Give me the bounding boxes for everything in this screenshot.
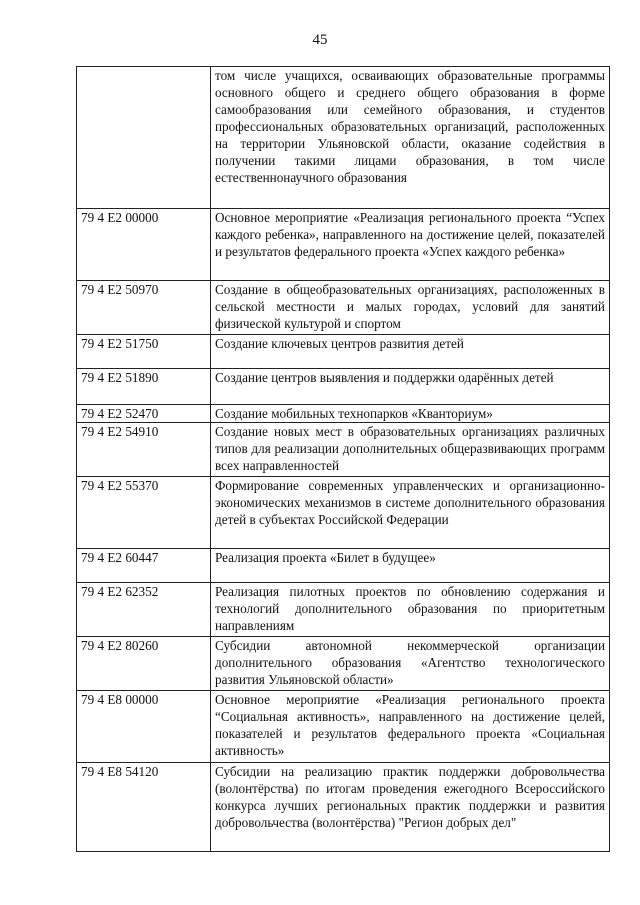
description-cell: Создание центров выявления и поддержки одарённых детей <box>211 369 610 405</box>
code-cell: 79 4 E2 51890 <box>77 369 211 405</box>
description-cell: Создание мобильных технопарков «Кванториум» <box>211 405 610 423</box>
code-cell: 79 4 E8 54120 <box>77 763 211 852</box>
description-cell: Реализация проекта «Билет в будущее» <box>211 549 610 583</box>
description-cell: Создание новых мест в образовательных организациях различных типов для реализации дополнительных общеразвивающих программ всех направленностей <box>211 423 610 477</box>
code-cell: 79 4 E2 80260 <box>77 637 211 691</box>
code-cell: 79 4 E2 00000 <box>77 209 211 281</box>
description-cell: Создание ключевых центров развития детей <box>211 335 610 369</box>
code-cell: 79 4 E2 60447 <box>77 549 211 583</box>
table-row <box>77 583 610 637</box>
code-cell: 79 4 E2 54910 <box>77 423 211 477</box>
description-cell: Создание в общеобразовательных организациях, расположенных в сельской местности и малых городах, условий для занятий физической культурой и спортом <box>211 281 610 335</box>
code-cell: 79 4 E2 51750 <box>77 335 211 369</box>
code-cell <box>77 67 211 209</box>
budget-classification-table <box>76 66 610 852</box>
description-cell: Субсидии автономной некоммерческой организации дополнительного образования «Агентство технологического развития Ульяновской области» <box>211 637 610 691</box>
table-row <box>77 691 610 763</box>
code-cell: 79 4 E8 00000 <box>77 691 211 763</box>
table-row <box>77 281 610 335</box>
description-cell: Субсидии на реализацию практик поддержки добровольчества (волонтёрства) по итогам проведения ежегодного Всероссийского конкурса лучших региональных практик поддержки и развития добровольчества (волонтёрства) "Регион добрых дел" <box>211 763 610 852</box>
code-cell: 79 4 E2 55370 <box>77 477 211 549</box>
description-cell: Формирование современных управленческих и организационно-экономических механизмов в системе дополнительного образования детей в субъектах Российской Федерации <box>211 477 610 549</box>
table-row <box>77 209 610 281</box>
description-cell: Реализация пилотных проектов по обновлению содержания и технологий дополнительного образования по приоритетным направлениям <box>211 583 610 637</box>
page-number: 45 <box>312 32 328 48</box>
description-cell: том числе учащихся, осваивающих образовательные программы основного общего и среднего общего образования в форме самообразования или семейного образования, и студентов профессиональных образовательных организаций, расположенных на территории Ульяновской области, оказание содействия в получении такими лицами образования, в том числе естественнонаучного образования <box>211 67 610 209</box>
table-row <box>77 423 610 477</box>
table-row <box>77 763 610 852</box>
code-cell: 79 4 E2 52470 <box>77 405 211 423</box>
description-cell: Основное мероприятие «Реализация регионального проекта “Социальная активность», направленного на достижение целей, показателей и результатов федерального проекта «Социальная активность» <box>211 691 610 763</box>
code-cell: 79 4 E2 62352 <box>77 583 211 637</box>
table-row <box>77 405 610 423</box>
table-row <box>77 67 610 209</box>
table-row <box>77 549 610 583</box>
table-row <box>77 335 610 369</box>
table-row <box>77 369 610 405</box>
table-row <box>77 477 610 549</box>
table-row <box>77 637 610 691</box>
description-cell: Основное мероприятие «Реализация регионального проекта “Успех каждого ребенка», направленного на достижение целей, показателей и результатов федерального проекта «Успех каждого ребенка» <box>211 209 610 281</box>
code-cell: 79 4 E2 50970 <box>77 281 211 335</box>
